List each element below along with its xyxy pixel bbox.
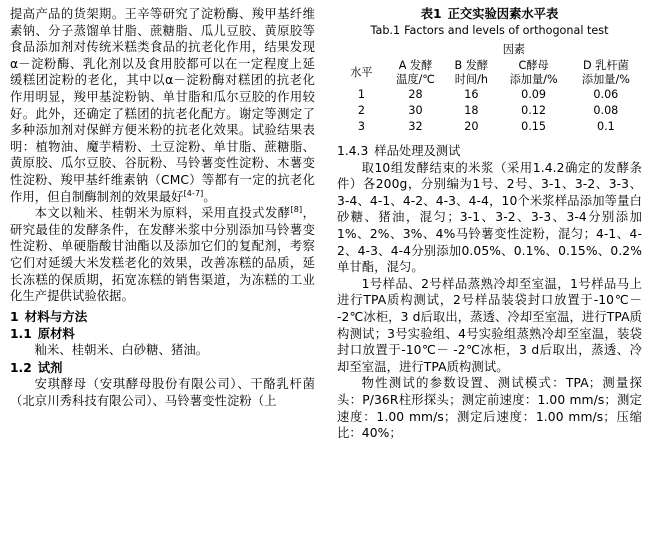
table-header-factor-c-line1: C酵母 <box>518 59 549 72</box>
section-1-4-3-number: 1.4.3 <box>337 144 369 158</box>
table-header-factor-c <box>497 58 569 87</box>
table-header-factor-a <box>386 58 445 87</box>
section-heading-1 <box>10 308 315 325</box>
paragraph-texture-params: 物性测试的参数设置、测试模式：TPA；测量探头：P/36R柱形探头；测定前速度：1.00 mm/s；测定速度：1.00 mm/s；测定后速度：1.00 mm/s；压缩比：40%； <box>337 376 642 441</box>
table-cell-c: 0.12 <box>521 104 547 117</box>
table-group-header-row <box>337 42 642 58</box>
table-cell-d: 0.06 <box>593 88 619 101</box>
paragraph-intro <box>10 6 315 205</box>
table-header-factor-d-line1: D 乳杆菌 <box>582 59 629 72</box>
table-cell-b: 16 <box>464 88 479 101</box>
table-header-row <box>337 58 642 87</box>
paragraph-sample-prep: 取10组发酵结束的米浆（采用1.4.2确定的发酵条件）各200g，分别编为1号、2号、3-1、3-2、3-3、3-4、4-1、4-2、4-3、4-4，10个米浆样品添加等量白砂糖、猪油，混匀；3-1、3-2、3-3、3-4分别添加1%、2%、3%、4%马铃薯变性淀粉，混匀；4-1、4-2、4-3、4-4分别添加0.05%、0.1%、0.15%、0.2%单甘酯，混匀。 <box>337 160 642 275</box>
reference-mark-1: [4-7] <box>183 188 204 198</box>
table-cell-level: 3 <box>357 120 365 133</box>
paragraph-intro-tail: 。 <box>203 189 216 204</box>
paragraph-tpa-procedure: 1号样品、2号样品蒸熟冷却至室温，1号样品马上进行TPA质构测试，2号样品装袋封口放置于-10℃－ -2℃冰柜，3 d后取出，蒸透、冷却至室温，进行TPA质构测试；3号实验组、4号实验组蒸熟冷却至室温，装袋封口放置于-10℃－ -2℃冰柜，3 d后取出，蒸透、冷却至室温，进行TPA质构测试。 <box>337 276 642 374</box>
table-cell-level: 1 <box>357 88 365 101</box>
table-cell-b: 20 <box>464 120 479 133</box>
table-group-header-factors: 因素 <box>502 43 526 56</box>
table-header-factor-a-line2: 温度/℃ <box>396 72 435 86</box>
paragraph-study-aim-text: ，研究最佳的发酵条件，在发酵米浆中分别添加马铃薯变性淀粉、单硬脂酸甘油酯以及添加它们的复配剂，考察它们对延缓大米发糕老化的效果，改善冻糕的品质，延长冻糕的保质期，拓宽冻糕的销售渠道，为冻糕的工业化生产提供试验依据。 <box>10 206 315 304</box>
right-column <box>337 6 642 546</box>
table-row <box>337 119 642 135</box>
reference-mark-2: [8] <box>290 205 303 215</box>
table-cell-d: 0.08 <box>593 104 619 117</box>
table-header-level <box>337 58 386 87</box>
table-cell-a: 30 <box>408 104 423 117</box>
table-header-level-text: 水平 <box>350 65 373 79</box>
table-title-text: 正交实验因素水平表 <box>447 7 559 21</box>
table-number: 表1 <box>420 7 442 21</box>
section-1-1-title: 原材料 <box>37 326 75 341</box>
section-1-2-number: 1.2 <box>10 360 32 375</box>
section-1-2-title: 试剂 <box>37 360 63 375</box>
table-row <box>337 103 642 119</box>
table-row <box>337 87 642 103</box>
table-cell-a: 28 <box>408 88 423 101</box>
table-subtitle <box>337 23 642 38</box>
paragraph-intro-text: 提高产品的货架期。王辛等研究了淀粉酶、羧甲基纤维素钠、分子蒸馏单甘脂、蔗糖脂、瓜儿豆胶、黄原胶等食品添加剂对传统米糕类食品的抗老化作用，结果发现α－淀粉酶、乳化剂以及食用胶都可以在一定程度上延缓糕团淀粉的老化，其中以α－淀粉酶对糕团的抗老化作用明显，羧甲基淀粉钠、单甘脂和瓜尔豆胶的作用较好。此外，还确定了糕团的抗老化配方。谢定等测定了多种添加剂对保鲜方便米粉的抗老化效果。试验结果表明：植物油、魔芋精粉、土豆淀粉、单甘脂、蔗糖脂、黄原胶、瓜尔豆胶、谷朊粉、马铃薯变性淀粉、木薯变性淀粉、羧甲基纤维素钠（CMC）等都有一定的抗老化作用，但自制酶制剂的效果最好 <box>10 7 315 204</box>
orthogonal-test-table-block <box>337 6 642 135</box>
table-header-factor-b <box>445 58 497 87</box>
table-cell-c: 0.09 <box>521 88 547 101</box>
two-column-layout <box>10 6 650 546</box>
table-cell-d: 0.1 <box>596 120 615 133</box>
table-header-factor-b-line2: 时间/h <box>454 72 488 86</box>
table-header-factor-d <box>570 58 642 87</box>
table-header-factor-c-line2: 添加量/% <box>509 72 558 86</box>
table-subtitle-text: Factors and levels of orthogonal test <box>404 24 609 37</box>
table-empty-corner <box>337 42 386 58</box>
section-1-number: 1 <box>10 308 19 324</box>
paragraph-raw-materials: 籼米、桂朝米、白砂糖、猪油。 <box>34 343 209 358</box>
section-1-title: 材料与方法 <box>24 308 88 324</box>
left-column <box>10 6 315 546</box>
table-number-en: Tab.1 <box>370 24 401 37</box>
paragraph-reagents: 安琪酵母（安琪酵母股份有限公司）、干酪乳杆菌（北京川秀科技有限公司）、马铃薯变性淀粉（上 <box>10 377 315 409</box>
section-1-4-3-title: 样品处理及测试 <box>374 144 461 158</box>
table-cell-level: 2 <box>357 104 365 117</box>
section-1-1-number: 1.1 <box>10 326 32 341</box>
table-header-factor-b-line1: B 发酵 <box>454 59 489 72</box>
paragraph-study-aim-head: 本文以籼米、桂朝米为原料，采用直投式发酵 <box>34 206 291 221</box>
orthogonal-test-table <box>337 42 642 135</box>
table-header-factor-d-line2: 添加量/% <box>581 72 630 86</box>
table-cell-b: 18 <box>464 104 479 117</box>
table-cell-c: 0.15 <box>521 120 547 133</box>
section-heading-1-4-3 <box>337 143 642 160</box>
table-cell-a: 32 <box>408 120 423 133</box>
paragraph-study-aim <box>10 205 315 305</box>
table-header-factor-a-line1: A 发酵 <box>398 59 433 72</box>
section-heading-1-2 <box>10 360 315 377</box>
table-title <box>337 6 642 22</box>
section-heading-1-1 <box>10 326 315 343</box>
